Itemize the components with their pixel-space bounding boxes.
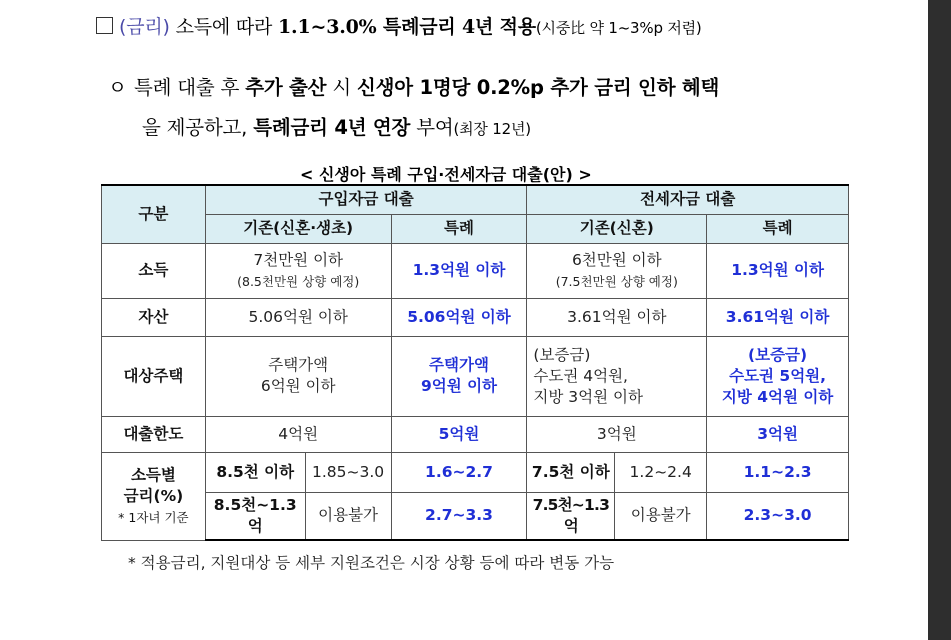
house-line: 수도권 5억원, (729, 366, 827, 385)
income-note: (7.5천만원 상향 예정) (555, 273, 678, 289)
para-bold-1: 추가 출산 (245, 76, 327, 99)
rate-label-note: * 1자녀 기준 (118, 509, 189, 525)
rate-label-line: 소득별 (130, 465, 176, 484)
income-note: (8.5천만원 상향 예정) (237, 273, 360, 289)
cell-income-purchase-existing (205, 243, 391, 298)
cell-asset-jeonse-special: 3.61억원 이하 (707, 298, 849, 336)
heading-text-3: 년 적용 (475, 16, 536, 38)
header-jeonse-loan: 전세자금 대출 (527, 185, 849, 214)
cell-asset-purchase-existing: 5.06억원 이하 (205, 298, 391, 336)
heading-text-1: 소득에 따라 (169, 16, 279, 38)
bullet-paragraph (108, 68, 868, 149)
cell-asset-purchase-special: 5.06억원 이하 (391, 298, 527, 336)
row-label-income: 소득 (102, 243, 206, 298)
table-caption: < 신생아 특례 구입·전세자금 대출(안) > (300, 165, 592, 184)
heading-note: (시중比 약 1~3%p 저렴) (535, 19, 702, 37)
cell-rate-jeonse-band2: 7.5천~1.3억 (527, 492, 615, 540)
category-label: (금리) (119, 16, 170, 38)
para-note: (최장 12년) (453, 120, 531, 138)
para-text-2: 시 (326, 76, 357, 99)
cell-rate-jeonse-band1: 7.5천 이하 (527, 452, 615, 492)
header-purchase-loan: 구입자금 대출 (205, 185, 527, 214)
cell-house-purchase-existing (205, 336, 391, 416)
income-value: 6천만원 이하 (571, 250, 662, 269)
house-line: 6억원 이하 (260, 377, 336, 395)
cell-rate-jeonse-band1-special: 1.1~2.3 (707, 452, 849, 492)
header-purchase-existing: 기존(신혼·생초) (205, 214, 391, 243)
cell-limit-jeonse-existing: 3억원 (527, 416, 707, 452)
cell-limit-purchase-special: 5억원 (391, 416, 527, 452)
cell-rate-purchase-band1-special: 1.6~2.7 (391, 452, 527, 492)
row-label-limit: 대출한도 (102, 416, 206, 452)
header-gubun: 구분 (102, 185, 206, 243)
footnote: * 적용금리, 지원대상 등 세부 지원조건은 시장 상황 등에 따라 변동 가능 (128, 554, 615, 572)
table-row (102, 336, 849, 416)
cell-house-jeonse-special (707, 336, 849, 416)
cell-house-purchase-special (391, 336, 527, 416)
heading-text-2: 특례금리 (376, 16, 462, 38)
cell-limit-jeonse-special: 3억원 (707, 416, 849, 452)
row-label-rate (102, 452, 206, 540)
rate-heading-line (96, 12, 702, 39)
house-line: (보증금) (748, 345, 808, 364)
para-text-4: 부여 (410, 116, 454, 139)
bullet-circle: ㅇ (108, 76, 127, 99)
cell-rate-purchase-band1: 8.5천 이하 (205, 452, 305, 492)
cell-asset-jeonse-existing: 3.61억원 이하 (527, 298, 707, 336)
table-row (102, 452, 849, 492)
years-value: 4 (461, 16, 475, 38)
loan-comparison-table (101, 184, 849, 541)
house-line: (보증금) (533, 345, 591, 364)
cell-rate-purchase-band2-existing: 이용불가 (305, 492, 391, 540)
cell-house-jeonse-existing (527, 336, 707, 416)
table-row (102, 243, 849, 298)
para-text-3: 을 제공하고, (142, 116, 254, 139)
table-row (102, 492, 849, 540)
cell-income-jeonse-existing (527, 243, 707, 298)
band-line: 억 (247, 516, 263, 535)
row-label-asset: 자산 (102, 298, 206, 336)
house-line: 주택가액 (268, 356, 329, 374)
para-bold-3: 특례금리 4년 연장 (253, 116, 411, 139)
para-bold-2: 신생아 1명당 0.2%p 추가 금리 인하 혜택 (356, 76, 720, 99)
income-value: 7천만원 이하 (253, 250, 344, 269)
house-line: 수도권 4억원, (533, 366, 628, 385)
row-label-house: 대상주택 (102, 336, 206, 416)
house-line: 9억원 이하 (420, 377, 498, 395)
cell-rate-jeonse-band2-existing: 이용불가 (615, 492, 707, 540)
table-row (102, 416, 849, 452)
cell-rate-purchase-band1-existing: 1.85~3.0 (305, 452, 391, 492)
rate-range: 1.1~3.0% (278, 16, 377, 38)
table-row (102, 298, 849, 336)
cell-rate-jeonse-band2-special: 2.3~3.0 (707, 492, 849, 540)
house-line: 주택가액 (429, 356, 489, 374)
header-jeonse-special: 특례 (707, 214, 849, 243)
cell-rate-jeonse-band1-existing: 1.2~2.4 (615, 452, 707, 492)
house-line: 지방 3억원 이하 (533, 387, 643, 406)
viewer-scroll-strip[interactable] (928, 0, 951, 640)
header-purchase-special: 특례 (391, 214, 527, 243)
band-line: 8.5천~1.3 (213, 495, 297, 514)
checkbox-square-icon (96, 17, 113, 34)
cell-income-jeonse-special: 1.3억원 이하 (707, 243, 849, 298)
rate-label-line: 금리(%) (123, 486, 184, 505)
header-jeonse-existing: 기존(신혼) (527, 214, 707, 243)
house-line: 지방 4억원 이하 (721, 387, 834, 406)
cell-income-purchase-special: 1.3억원 이하 (391, 243, 527, 298)
cell-rate-purchase-band2 (205, 492, 305, 540)
cell-limit-purchase-existing: 4억원 (205, 416, 391, 452)
cell-rate-purchase-band2-special: 2.7~3.3 (391, 492, 527, 540)
para-text-1: 특례 대출 후 (134, 76, 246, 99)
